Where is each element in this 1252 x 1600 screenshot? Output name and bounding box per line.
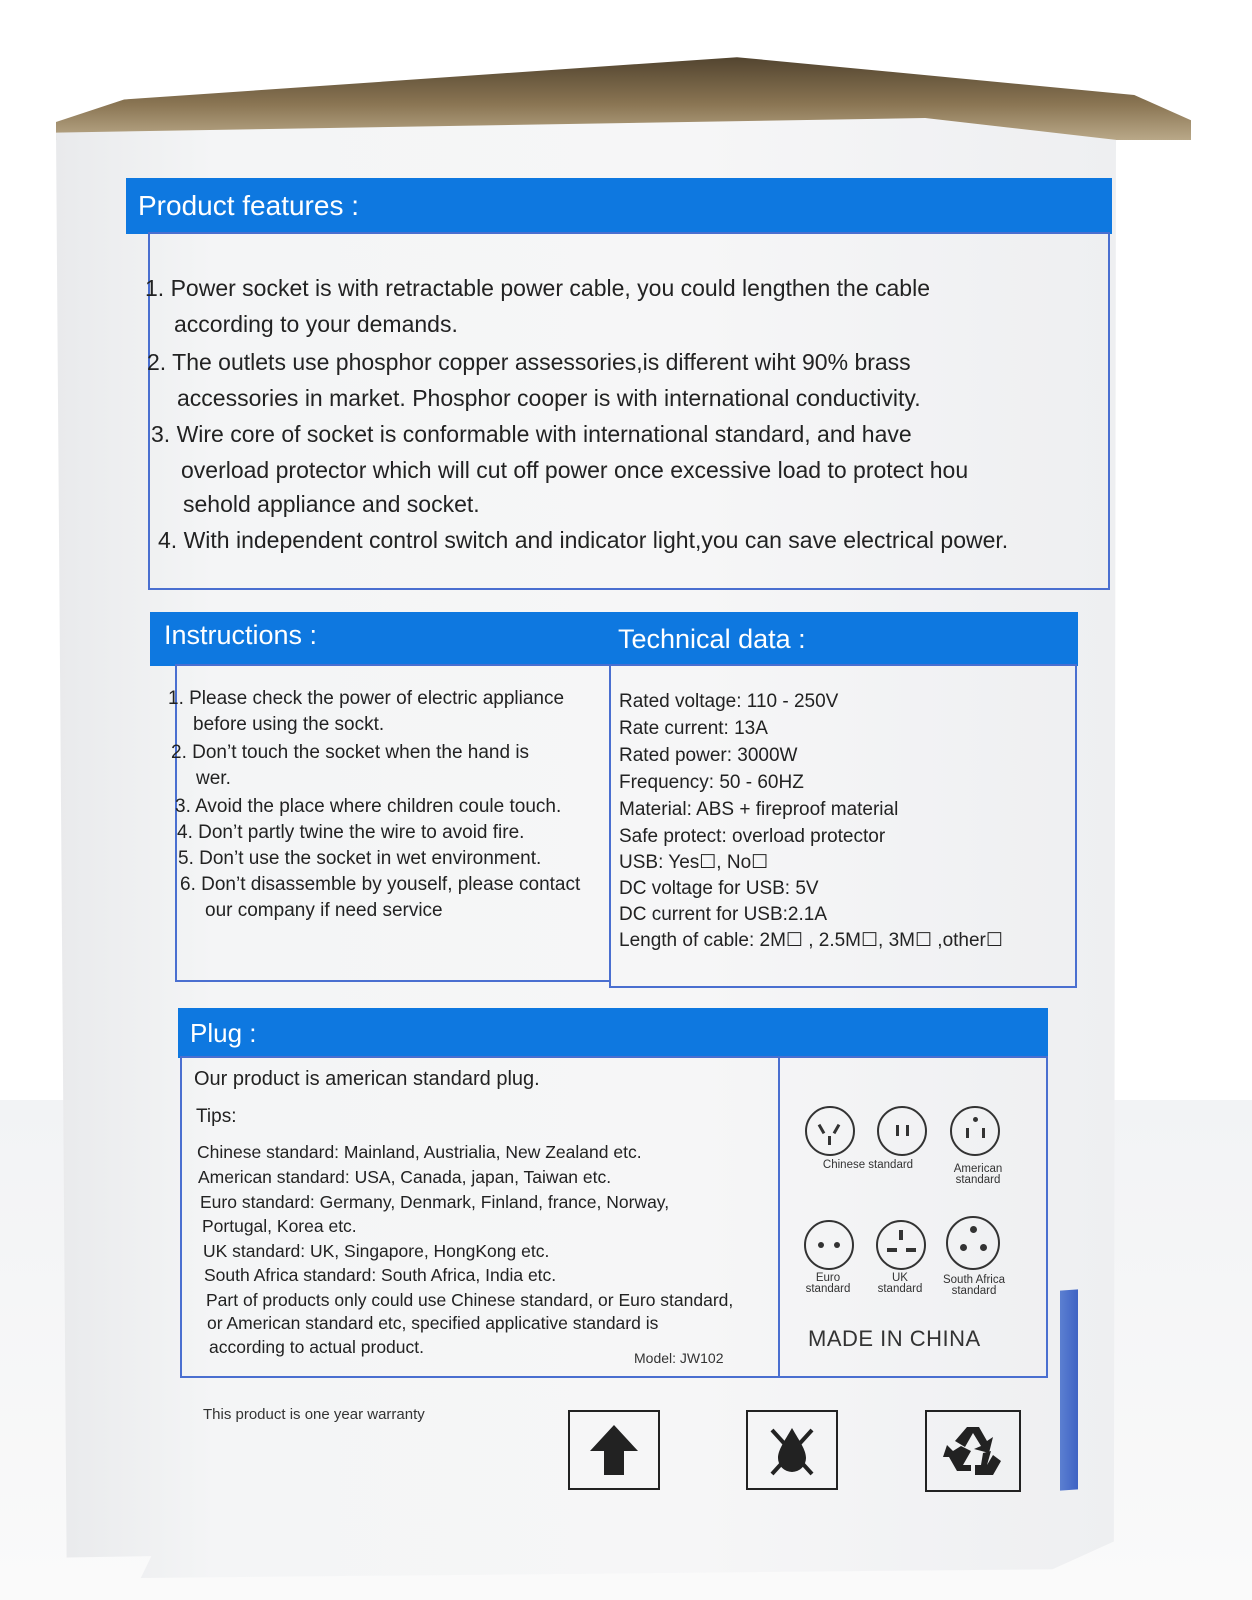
technical-line: Safe protect: overload protector bbox=[619, 826, 886, 847]
uk-standard-caption: UK standard bbox=[877, 1272, 923, 1295]
euro-standard-caption: Euro standard bbox=[805, 1272, 851, 1295]
technical-line: Rated power: 3000W bbox=[619, 745, 798, 766]
instruction-line: 6. Don’t disassemble by youself, please contact bbox=[180, 874, 581, 895]
tip-line: or American standard etc, specified applicative standard is bbox=[207, 1313, 659, 1333]
uk-plug-icon bbox=[876, 1220, 926, 1270]
euro-plug-icon bbox=[804, 1220, 854, 1270]
instruction-line: 4. Don’t partly twine the wire to avoid fire. bbox=[177, 822, 525, 843]
tip-line: Part of products only could use Chinese standard, or Euro standard, bbox=[206, 1290, 734, 1310]
chinese-plug-icon bbox=[805, 1106, 855, 1156]
recycle-icon bbox=[925, 1410, 1021, 1492]
american-plug-icon bbox=[950, 1106, 1000, 1156]
technical-line: Rate current: 13A bbox=[619, 718, 768, 739]
instruction-line: 3. Avoid the place where children coule touch. bbox=[175, 796, 562, 817]
technical-line: DC current for USB:2.1A bbox=[619, 904, 828, 925]
instruction-line: our company if need service bbox=[205, 900, 443, 921]
technical-line: Material: ABS + fireproof material bbox=[619, 799, 899, 820]
features-line: accessories in market. Phosphor cooper is with international conductivity. bbox=[177, 385, 921, 411]
box-side-edge bbox=[1060, 1289, 1078, 1490]
instruction-line: 5. Don’t use the socket in wet environment. bbox=[178, 848, 542, 869]
instruction-line: 1. Please check the power of electric appliance bbox=[168, 688, 565, 709]
technical-line: DC voltage for USB: 5V bbox=[619, 878, 819, 899]
this-way-up-icon bbox=[568, 1410, 660, 1490]
instructions-title: Instructions : bbox=[164, 620, 318, 650]
plug-header bbox=[178, 1008, 1048, 1058]
south-africa-standard-caption: South Africa standard bbox=[942, 1274, 1005, 1297]
technical-line: USB: Yes☐, No☐ bbox=[619, 852, 769, 873]
technical-line: Length of cable: 2M☐ , 2.5M☐, 3M☐ ,other☐ bbox=[619, 930, 1003, 951]
features-line: sehold appliance and socket. bbox=[183, 491, 480, 517]
chinese-standard-caption: Chinese standard bbox=[822, 1159, 914, 1171]
made-in-china: MADE IN CHINA bbox=[808, 1326, 981, 1351]
technical-line: Rated voltage: 110 - 250V bbox=[619, 691, 839, 712]
instruction-line: 2. Don’t touch the socket when the hand is bbox=[171, 742, 530, 763]
features-line: 2. The outlets use phosphor copper assessories,is different wiht 90% brass bbox=[147, 349, 911, 375]
technical-line: Frequency: 50 - 60HZ bbox=[619, 772, 804, 793]
american-standard-caption: American standard bbox=[953, 1163, 1003, 1186]
instruction-line: before using the sockt. bbox=[193, 714, 385, 735]
plug-title: Plug : bbox=[190, 1018, 257, 1048]
keep-dry-icon bbox=[746, 1410, 838, 1490]
chinese-2pin-plug-icon bbox=[877, 1106, 927, 1156]
plug-intro: Our product is american standard plug. bbox=[194, 1068, 540, 1090]
tip-line: Chinese standard: Mainland, Austrialia, New Zealand etc. bbox=[197, 1142, 642, 1162]
tip-line: Portugal, Korea etc. bbox=[202, 1216, 357, 1236]
features-header bbox=[126, 178, 1112, 234]
tip-line: American standard: USA, Canada, japan, Taiwan etc. bbox=[198, 1167, 612, 1187]
features-line: 3. Wire core of socket is conformable with international standard, and have bbox=[151, 421, 912, 447]
features-line: according to your demands. bbox=[174, 311, 458, 337]
tip-line: Euro standard: Germany, Denmark, Finland, france, Norway, bbox=[200, 1192, 670, 1212]
model-number: Model: JW102 bbox=[634, 1350, 724, 1366]
technical-title: Technical data : bbox=[618, 624, 806, 654]
tip-line: UK standard: UK, Singapore, HongKong etc. bbox=[203, 1241, 550, 1261]
south-africa-plug-icon bbox=[946, 1216, 1000, 1270]
tip-line: according to actual product. bbox=[209, 1337, 424, 1357]
tips-label: Tips: bbox=[196, 1106, 237, 1127]
tip-line: South Africa standard: South Africa, India etc. bbox=[204, 1265, 557, 1285]
warranty-text: This product is one year warranty bbox=[203, 1406, 425, 1423]
features-line: overload protector which will cut off power once excessive load to protect hou bbox=[181, 457, 969, 483]
instruction-line: wer. bbox=[196, 768, 231, 789]
features-line: 1. Power socket is with retractable power cable, you could lengthen the cable bbox=[145, 275, 930, 301]
features-line: 4. With independent control switch and indicator light,you can save electrical power. bbox=[158, 527, 1009, 553]
features-title: Product features : bbox=[138, 190, 360, 221]
